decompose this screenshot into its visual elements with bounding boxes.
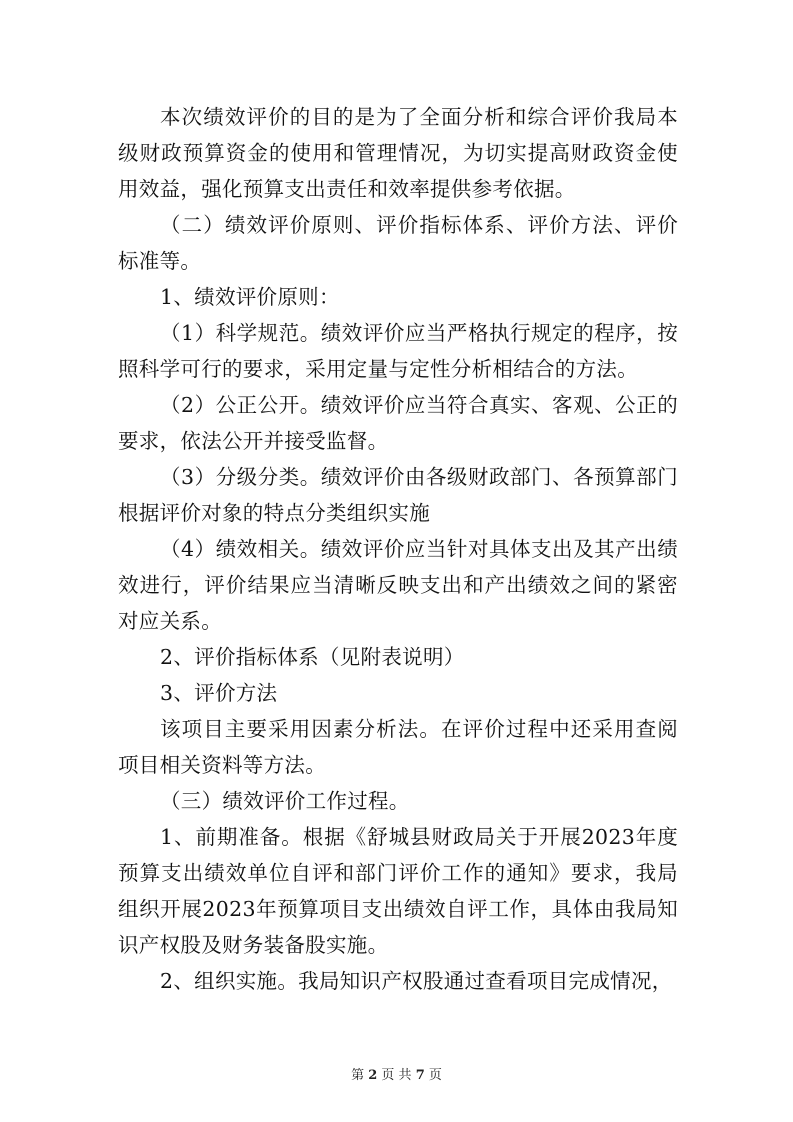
paragraph-principle-3: （3）分级分类。绩效评价由各级财政部门、各预算部门根据评价对象的特点分类组织实施 xyxy=(118,465,678,525)
current-page-number: 2 xyxy=(368,1068,378,1083)
paragraph-principle-2: （2）公正公开。绩效评价应当符合真实、客观、公正的要求，依法公开并接受监督。 xyxy=(118,393,678,453)
footer-suffix: 页 xyxy=(428,1068,442,1083)
heading-evaluation-method: 3、评价方法 xyxy=(160,681,278,705)
heading-principles-list: 1、绩效评价原则： xyxy=(160,285,340,309)
page-footer xyxy=(0,1068,793,1084)
paragraph-preparation: 1、前期准备。根据《舒城县财政局关于开展2023年度预算支出绩效单位自评和部门评价工作的通知》要求，我局组织开展2023年预算项目支出绩效自评工作，具体由我局知识产权股及财务装备股实施。 xyxy=(118,825,678,957)
heading-work-process: （三）绩效评价工作过程。 xyxy=(160,789,410,813)
heading-indicator-system: 2、评价指标体系（见附表说明） xyxy=(160,645,465,669)
paragraph-principle-1: （1）科学规范。绩效评价应当严格执行规定的程序，按照科学可行的要求，采用定量与定性分析相结合的方法。 xyxy=(118,321,678,381)
paragraph-implementation: 2、组织实施。我局知识产权股通过查看项目完成情况， xyxy=(160,969,673,993)
footer-prefix: 第 xyxy=(351,1068,365,1083)
heading-evaluation-principles: （二）绩效评价原则、评价指标体系、评价方法、评价标准等。 xyxy=(118,213,678,273)
footer-middle: 页 共 xyxy=(381,1068,412,1083)
paragraph-purpose: 本次绩效评价的目的是为了全面分析和综合评价我局本级财政预算资金的使用和管理情况，为切实提高财政资金使用效益，强化预算支出责任和效率提供参考依据。 xyxy=(118,105,678,201)
total-page-number: 7 xyxy=(415,1068,425,1083)
paragraph-principle-4: （4）绩效相关。绩效评价应当针对具体支出及其产出绩效进行，评价结果应当清晰反映支出和产出绩效之间的紧密对应关系。 xyxy=(118,537,678,633)
paragraph-method: 该项目主要采用因素分析法。在评价过程中还采用查阅项目相关资料等方法。 xyxy=(118,717,678,777)
